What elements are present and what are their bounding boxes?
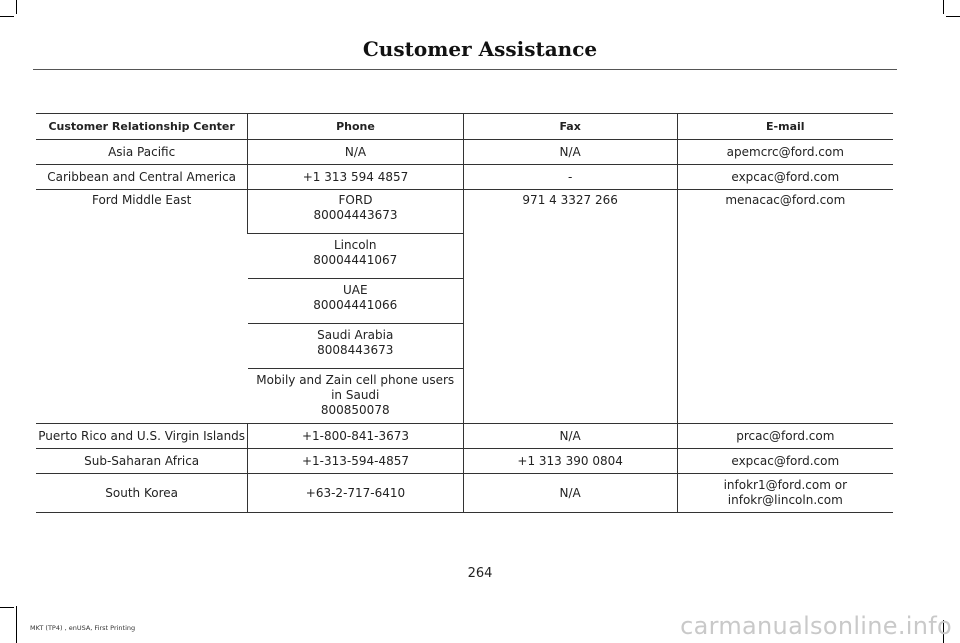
email-cell	[677, 474, 893, 513]
customer-assistance-table	[36, 113, 893, 513]
watermark: carmanualsonline.info	[680, 612, 952, 640]
phone-cell	[248, 234, 463, 279]
page-number: 264	[467, 566, 493, 581]
email-cell: prcac@ford.com	[677, 424, 893, 449]
table-row	[36, 474, 893, 513]
table-row	[36, 140, 893, 165]
phone-number: 80004441067	[313, 253, 398, 267]
phone-label: in Saudi	[331, 388, 380, 402]
crop-mark	[16, 606, 17, 643]
center-cell: South Korea	[36, 474, 248, 513]
table-header-row	[36, 114, 893, 140]
phone-cell	[248, 190, 463, 234]
phone-cell: +1-800-841-3673	[248, 424, 463, 449]
phone-cell	[248, 324, 463, 369]
fax-cell: N/A	[463, 424, 677, 449]
phone-number: 8008443673	[317, 343, 394, 357]
crop-mark	[946, 16, 960, 17]
email-cell: apemcrc@ford.com	[677, 140, 893, 165]
phone-cell: +63-2-717-6410	[248, 474, 463, 513]
header-email: E-mail	[677, 114, 893, 140]
fax-cell: -	[463, 165, 677, 190]
email-primary: infokr1@ford.com or	[723, 478, 848, 492]
phone-number: 80004443673	[313, 208, 398, 222]
phone-cell	[248, 369, 463, 424]
phone-label: Lincoln	[333, 238, 377, 252]
phone-number: 800850078	[320, 403, 390, 417]
phone-label: UAE	[342, 283, 368, 297]
crop-mark	[0, 607, 14, 608]
table-row	[36, 190, 893, 234]
page-title: Customer Assistance	[362, 37, 598, 61]
phone-label: FORD	[338, 193, 373, 207]
crop-mark	[943, 0, 944, 14]
footer-note: MKT (TP4) , enUSA, First Printing	[30, 624, 136, 632]
phone-label: Mobily and Zain cell phone users	[256, 373, 455, 387]
header-fax: Fax	[463, 114, 677, 140]
phone-cell	[248, 279, 463, 324]
phone-cell: +1 313 594 4857	[248, 165, 463, 190]
table-row	[36, 449, 893, 474]
fax-cell: N/A	[463, 474, 677, 513]
phone-label: Saudi Arabia	[317, 328, 394, 342]
center-cell: Puerto Rico and U.S. Virgin Islands	[36, 424, 248, 449]
email-cell: menacac@ford.com	[677, 190, 893, 424]
center-cell: Asia Pacific	[36, 140, 248, 165]
center-cell: Sub-Saharan Africa	[36, 449, 248, 474]
table-row	[36, 165, 893, 190]
crop-mark	[16, 0, 17, 14]
crop-mark	[0, 16, 14, 17]
phone-cell: +1-313-594-4857	[248, 449, 463, 474]
title-divider	[33, 69, 897, 70]
email-secondary: infokr@lincoln.com	[727, 493, 843, 507]
phone-cell: N/A	[248, 140, 463, 165]
header-phone: Phone	[248, 114, 463, 140]
fax-cell: N/A	[463, 140, 677, 165]
table-row	[36, 424, 893, 449]
center-cell: Caribbean and Central America	[36, 165, 248, 190]
center-cell: Ford Middle East	[36, 190, 248, 424]
fax-cell: +1 313 390 0804	[463, 449, 677, 474]
header-center: Customer Relationship Center	[36, 114, 248, 140]
fax-cell: 971 4 3327 266	[463, 190, 677, 424]
email-cell: expcac@ford.com	[677, 449, 893, 474]
email-cell: expcac@ford.com	[677, 165, 893, 190]
phone-number: 80004441066	[313, 298, 398, 312]
